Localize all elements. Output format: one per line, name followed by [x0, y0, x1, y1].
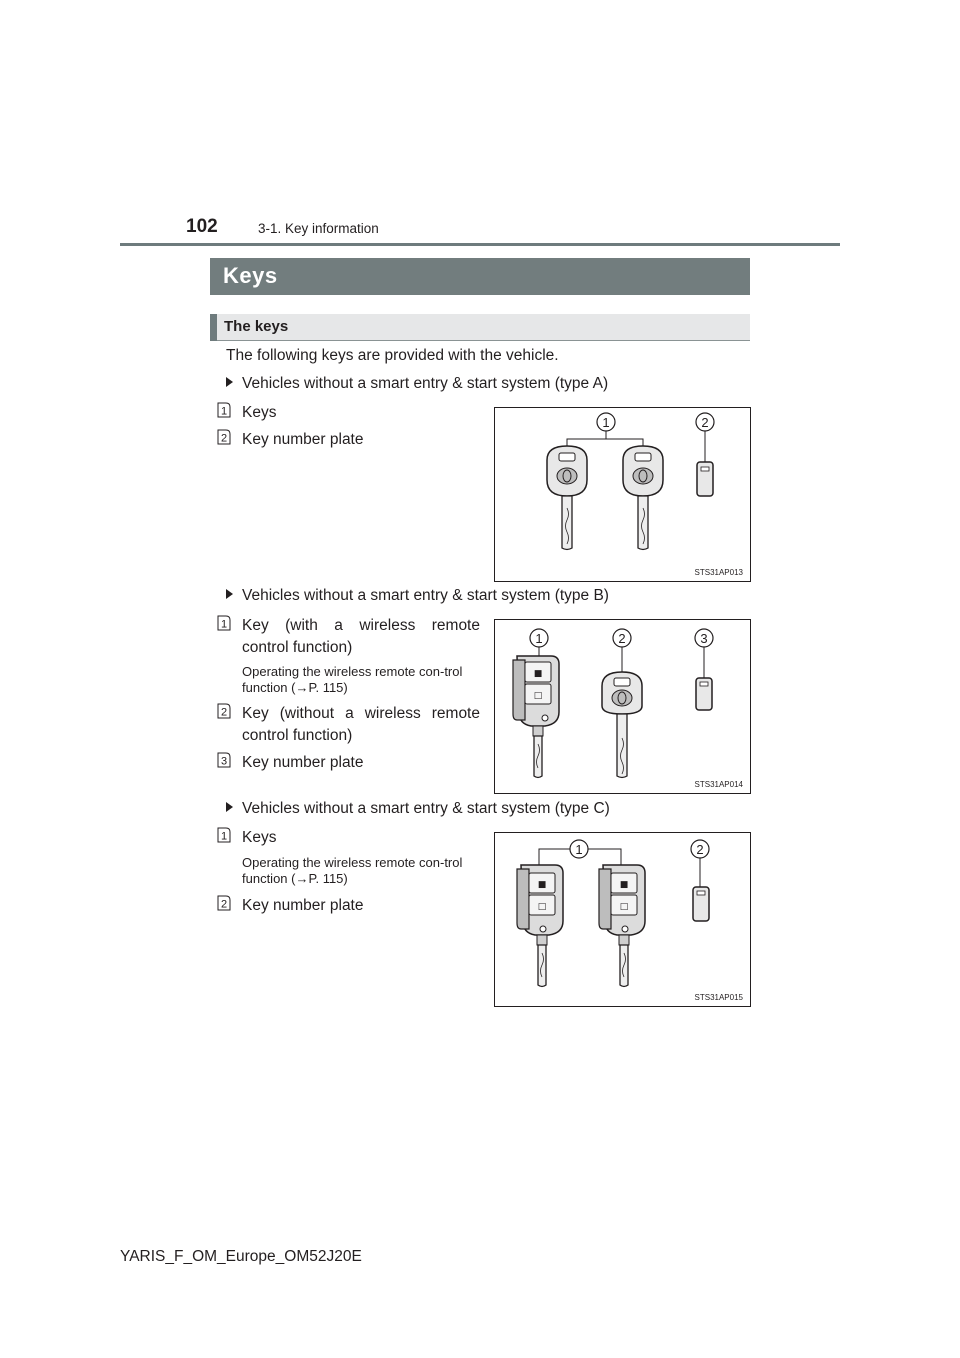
key-number-plate-icon: [696, 678, 712, 710]
group-b-item-plain-key: Key (without a wireless remote control function): [242, 705, 480, 744]
bullet-triangle-icon: [226, 377, 233, 387]
svg-text:■: ■: [533, 669, 543, 679]
item-number-icon: [217, 895, 231, 911]
item-number-icon: [217, 703, 231, 719]
svg-text:2: 2: [220, 432, 228, 445]
svg-text:2: 2: [220, 706, 228, 719]
svg-text:2: 2: [618, 631, 626, 646]
key-number-plate-icon: [697, 462, 713, 496]
svg-text:3: 3: [220, 755, 228, 768]
group-c-heading: Vehicles without a smart entry & start system (type C): [226, 800, 610, 818]
svg-text:2: 2: [220, 898, 228, 911]
group-b-item-remote-key: Key (with a wireless remote control function): [242, 617, 480, 656]
svg-text:1: 1: [220, 618, 228, 631]
svg-text:1: 1: [575, 842, 583, 857]
key-icon: [547, 446, 587, 550]
svg-text:2: 2: [696, 842, 704, 857]
intro-text: The following keys are provided with the vehicle.: [226, 347, 559, 364]
remote-key-icon: [599, 865, 645, 987]
svg-text:3: 3: [700, 631, 708, 646]
svg-text:STS31AP015: STS31AP015: [694, 993, 743, 1002]
group-c-item-key-number-plate: Key number plate: [242, 897, 364, 914]
svg-text:2: 2: [701, 415, 709, 430]
remote-key-icon: [517, 865, 563, 987]
svg-text:□: □: [533, 691, 543, 701]
svg-text:STS31AP013: STS31AP013: [694, 568, 743, 577]
svg-text:1: 1: [220, 405, 228, 418]
svg-text:□: □: [537, 902, 547, 912]
page-number: 102: [186, 216, 218, 237]
key-icon: [623, 446, 663, 550]
subtitle: The keys: [224, 318, 289, 335]
subtitle-marker: [210, 314, 217, 341]
footer-code: YARIS_F_OM_Europe_OM52J20E: [120, 1248, 362, 1265]
item-number-icon: [217, 615, 231, 631]
bullet-triangle-icon: [226, 802, 233, 812]
figure-type-b: [494, 619, 751, 794]
svg-text:■: ■: [619, 880, 629, 890]
item-number-icon: [217, 752, 231, 768]
key-icon: [602, 672, 642, 778]
svg-text:1: 1: [220, 830, 228, 843]
group-a-item-key-number-plate: Key number plate: [242, 431, 364, 448]
page-title: Keys: [223, 263, 278, 288]
group-a-item-keys: Keys: [242, 404, 277, 421]
item-number-icon: [217, 827, 231, 843]
item-number-icon: [217, 402, 231, 418]
svg-text:■: ■: [537, 880, 547, 890]
group-c-item-note: Operating the wireless remote con-trol function (→P. 115): [242, 855, 463, 886]
figure-type-a: [494, 407, 751, 582]
group-a-heading: Vehicles without a smart entry & start system (type A): [226, 375, 608, 393]
bullet-triangle-icon: [226, 589, 233, 599]
group-b-heading: Vehicles without a smart entry & start system (type B): [226, 587, 609, 605]
subtitle-bar: [210, 314, 750, 341]
group-b-item-key-number-plate: Key number plate: [242, 754, 364, 771]
group-c-item-keys: Keys: [242, 829, 277, 846]
header-rule: [120, 243, 840, 246]
figure-type-c: [494, 832, 751, 1007]
item-number-icon: [217, 429, 231, 445]
page-title-bar: [210, 258, 750, 295]
section-title: 3-1. Key information: [258, 221, 379, 236]
remote-key-icon: [513, 656, 559, 778]
svg-text:1: 1: [602, 415, 610, 430]
key-number-plate-icon: [693, 887, 709, 921]
group-b-item-note: Operating the wireless remote con-trol function (→P. 115): [242, 664, 463, 695]
svg-text:STS31AP014: STS31AP014: [694, 780, 743, 789]
svg-text:1: 1: [535, 631, 543, 646]
svg-text:□: □: [619, 902, 629, 912]
